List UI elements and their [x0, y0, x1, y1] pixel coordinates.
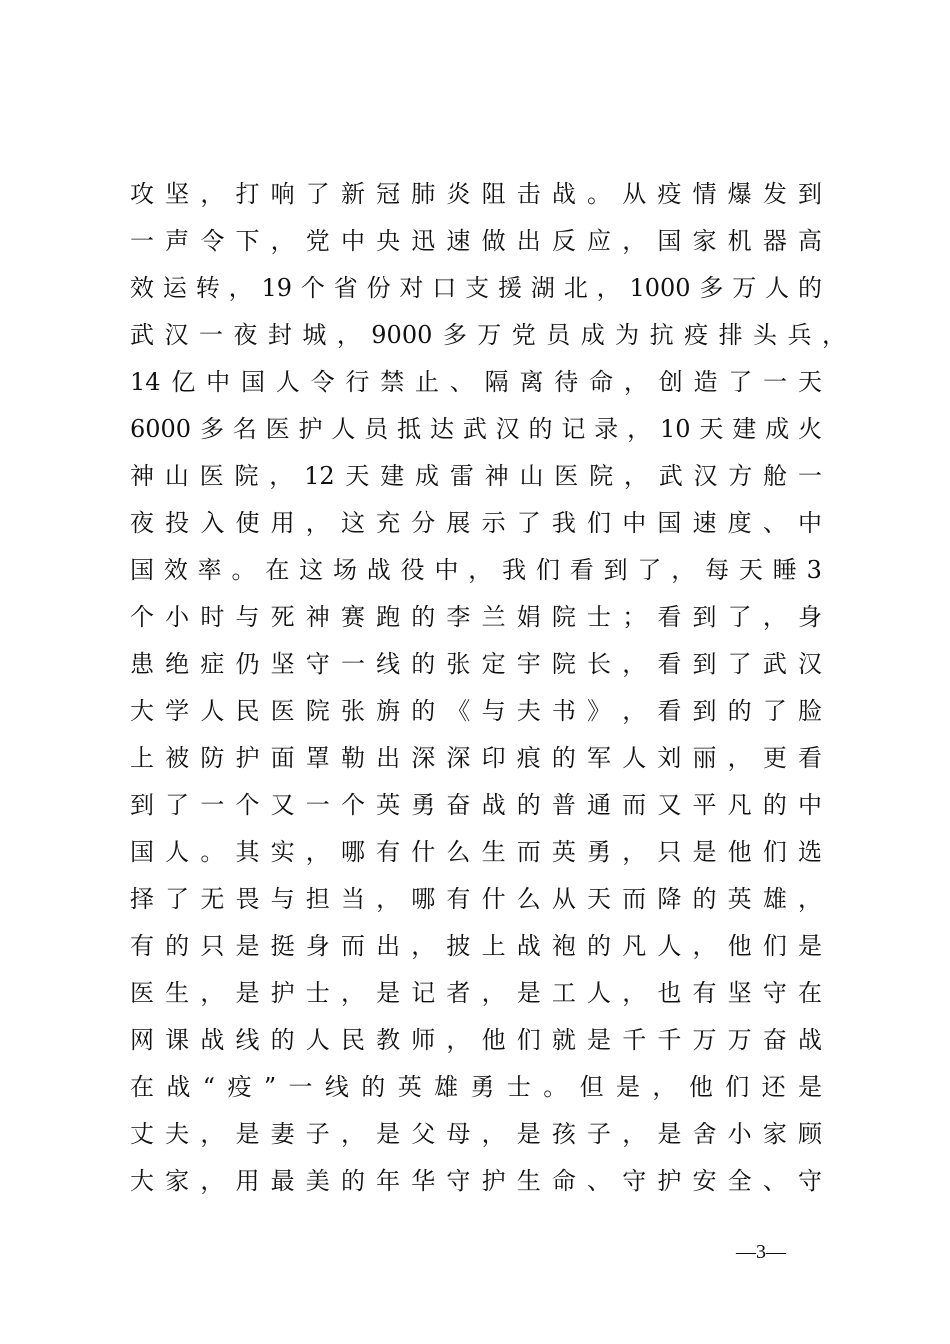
text-line: 到 了 一 个 又 一 个 英 勇 奋 战 的 普 通 而 又 平 凡 的 中 [130, 791, 822, 819]
text-line: 有 的 只 是 挺 身 而 出 ， 披 上 战 袍 的 凡 人 ， 他 们 是 [130, 932, 822, 960]
text-line: 6000 多 名 医 护 人 员 抵 达 武 汉 的 记 录 ， 10 天 建 成 火 [130, 415, 822, 443]
text-line: 上 被 防 护 面 罩 勒 出 深 深 印 痕 的 军 人 刘 丽 ， 更 看 [130, 744, 822, 772]
text-line: 医 生 ， 是 护 士 ， 是 记 者 ， 是 工 人 ， 也 有 坚 守 在 [130, 979, 822, 1007]
text-line: 在 战 “ 疫 ” 一 线 的 英 雄 勇 士 。 但 是 ， 他 们 还 是 [130, 1073, 822, 1101]
text-line: 丈 夫 ， 是 妻 子 ， 是 父 母 ， 是 孩 子 ， 是 舍 小 家 顾 [130, 1120, 822, 1148]
body-paragraph [130, 171, 846, 1205]
text-line: 患 绝 症 仍 坚 守 一 线 的 张 定 宇 院 长 ， 看 到 了 武 汉 [130, 650, 822, 678]
text-line: 一 声 令 下 ， 党 中 央 迅 速 做 出 反 应 ， 国 家 机 器 高 [130, 227, 822, 255]
text-line: 效 运 转 ， 19 个 省 份 对 口 支 援 湖 北 ， 1000 多 万 人 的 [130, 274, 822, 302]
text-line: 国 人 。 其 实 ， 哪 有 什 么 生 而 英 勇 ， 只 是 他 们 选 [130, 838, 822, 866]
text-line: 夜 投 入 使 用 ， 这 充 分 展 示 了 我 们 中 国 速 度 、 中 [130, 509, 822, 537]
text-line: 个 小 时 与 死 神 赛 跑 的 李 兰 娟 院 士 ； 看 到 了 ， 身 [130, 603, 822, 631]
text-line: 大 学 人 民 医 院 张 旃 的 《 与 夫 书 》 ， 看 到 的 了 脸 [130, 697, 822, 725]
text-line: 国 效 率 。 在 这 场 战 役 中 ， 我 们 看 到 了 ， 每 天 睡 3 [130, 556, 822, 584]
text-line: 攻 坚 ， 打 响 了 新 冠 肺 炎 阻 击 战 。 从 疫 情 爆 发 到 [130, 180, 822, 208]
page-number: —3— [736, 1241, 786, 1263]
text-line: 武 汉 一 夜 封 城 ， 9000 多 万 党 员 成 为 抗 疫 排 头 兵 ， [130, 321, 846, 349]
text-line: 14 亿 中 国 人 令 行 禁 止 、 隔 离 待 命 ， 创 造 了 一 天 [130, 368, 822, 396]
text-line: 神 山 医 院 ， 12 天 建 成 雷 神 山 医 院 ， 武 汉 方 舱 一 [130, 462, 822, 490]
text-line: 网 课 战 线 的 人 民 教 师 ， 他 们 就 是 千 千 万 万 奋 战 [130, 1026, 822, 1054]
text-line: 大 家 ， 用 最 美 的 年 华 守 护 生 命 、 守 护 安 全 、 守 [130, 1167, 822, 1195]
text-line: 择 了 无 畏 与 担 当 ， 哪 有 什 么 从 天 而 降 的 英 雄 ， [130, 885, 822, 913]
